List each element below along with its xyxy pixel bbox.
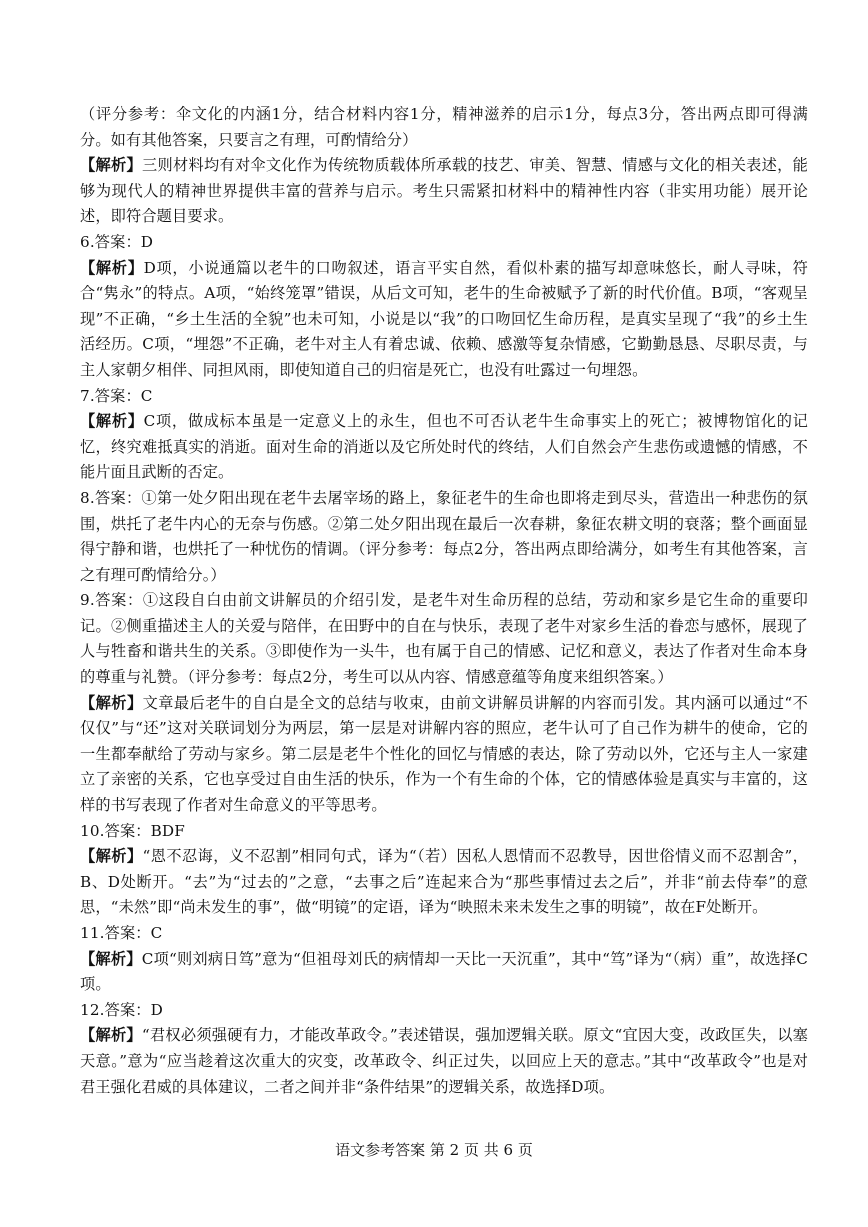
analysis-paragraph	[80, 1023, 808, 1100]
analysis-paragraph	[80, 409, 808, 486]
analysis-paragraph	[80, 947, 808, 998]
analysis-paragraph	[80, 153, 808, 230]
analysis-tag: 【解析】	[80, 693, 143, 712]
page-footer: 语文参考答案 第 2 页 共 6 页	[335, 1141, 533, 1159]
analysis-tag: 【解析】	[80, 258, 144, 277]
answer-line: 11.答案：C	[80, 924, 163, 942]
analysis-tag: 【解析】	[80, 412, 144, 431]
answer-line: 12.答案：D	[80, 1000, 163, 1019]
analysis-tag: 【解析】	[80, 847, 143, 866]
answer-content	[80, 102, 808, 1100]
analysis-paragraph	[80, 256, 808, 384]
analysis-text: 文章最后老牛的自白是全文的总结与收束，由前文讲解员讲解的内容而引发。其内涵可以通过“不仅仅”与“还”这对关联词划分为两层，第一层是对讲解内容的照应，老牛认可了自己作为耕牛的使命，它的一生都奉献给了劳动与家乡。第二层是老牛个性化的回忆与情感的表达，除了劳动以外，它还与主人一家建立了亲密的关系，它也享受过自由生活的快乐，作为一个有生命的个体，它的情感体验是真实与丰富的，这样的书写表现了作者对生命意义的平等思考。	[80, 693, 808, 815]
answer-line: 6.答案：D	[80, 232, 154, 251]
analysis-text: “恩不忍诲，义不忍割”相同句式，译为“（若）因私人恩情而不忍教导，因世俗情义而不忍割舍”，B、D处断开。“去”为“过去的”之意，“去事之后”连起来合为“那些事情过去之后”，并非“前去侍奉”的意思，“未然”即“尚未发生的事”，做“明镜”的定语，译为“映照未来未发生之事的明镜”，故在F处断开。	[80, 847, 808, 917]
answer-line: 10.答案：BDF	[80, 821, 185, 840]
analysis-paragraph	[80, 691, 808, 819]
analysis-tag: 【解析】	[80, 949, 142, 968]
analysis-tag: 【解析】	[80, 1026, 142, 1045]
analysis-text: C项“则刘病日笃”意为“但祖母刘氏的病情却一天比一天沉重”，其中“笃”译为“（病）重”，故选择C项。	[80, 949, 808, 994]
analysis-text: C项，做成标本虽是一定意义上的永生，但也不可否认老牛生命事实上的死亡；被博物馆化的记忆，终究难抵真实的消逝。面对生命的消逝以及它所处时代的终结，人们自然会产生悲伤或遗憾的情感，不能片面且武断的否定。	[80, 412, 808, 482]
answer-line: 9.答案：①这段自白由前文讲解员的介绍引发，是老牛对生命历程的总结，劳动和家乡是它生命的重要印记。②侧重描述主人的关爱与陪伴，在田野中的自在与快乐，表现了老牛对家乡生活的眷恋与感怀，展现了人与牲畜和谐共生的关系。③即使作为一头牛，也有属于自己的情感、记忆和意义，表达了作者对生命本身的尊重与礼赞。（评分参考：每点2分，考生可以从内容、情感意蕴等角度来组织答案。）	[80, 591, 808, 687]
answer-line: 7.答案：C	[80, 386, 153, 405]
analysis-text: D项，小说通篇以老牛的口吻叙述，语言平实自然，看似朴素的描写却意味悠长，耐人寻味，符合“隽永”的特点。A项，“始终笼罩”错误，从后文可知，老牛的生命被赋予了新的时代价值。B项，“客观呈现”不正确，“乡土生活的全貌”也未可知，小说是以“我”的口吻回忆生命历程，是真实呈现了“我”的乡土生活经历。C项，“埋怨”不正确，老牛对主人有着忠诚、依赖、感激等复杂情感，它勤勤恳恳、尽职尽责，与主人家朝夕相伴、同担风雨，即使知道自己的归宿是死亡，也没有吐露过一句埋怨。	[80, 258, 808, 379]
answer-line: 8.答案：①第一处夕阳出现在老牛去屠宰场的路上，象征老牛的生命也即将走到尽头，营造出一种悲伤的氛围，烘托了老牛内心的无奈与伤感。②第二处夕阳出现在最后一次春耕，象征农耕文明的衰落；整个画面显得宁静和谐，也烘托了一种忧伤的情调。（评分参考：每点2分，答出两点即给满分，如考生有其他答案，言之有理可酌情给分。）	[80, 488, 808, 584]
analysis-text: 三则材料均有对伞文化作为传统物质载体所承载的技艺、审美、智慧、情感与文化的相关表述，能够为现代人的精神世界提供丰富的营养与启示。考生只需紧扣材料中的精神性内容（非实用功能）展开论述，即符合题目要求。	[80, 156, 809, 226]
scoring-note: （评分参考：伞文化的内涵1分，结合材料内容1分，精神滋养的启示1分，每点3分，答出两点即可得满分。如有其他答案，只要言之有理，可酌情给分）	[80, 105, 808, 149]
analysis-tag: 【解析】	[80, 156, 142, 175]
analysis-paragraph	[80, 844, 808, 921]
analysis-text: “君权必须强硬有力，才能改革政令。”表述错误，强加逻辑关联。原文“宜因大变，改政匡失，以塞天意。”意为“应当趁着这次重大的灾变，改革政令、纠正过失，以回应上天的意志。”其中“改革政令”也是对君王强化君威的具体建议，二者之间并非“条件结果”的逻辑关系，故选择D项。	[80, 1026, 808, 1096]
